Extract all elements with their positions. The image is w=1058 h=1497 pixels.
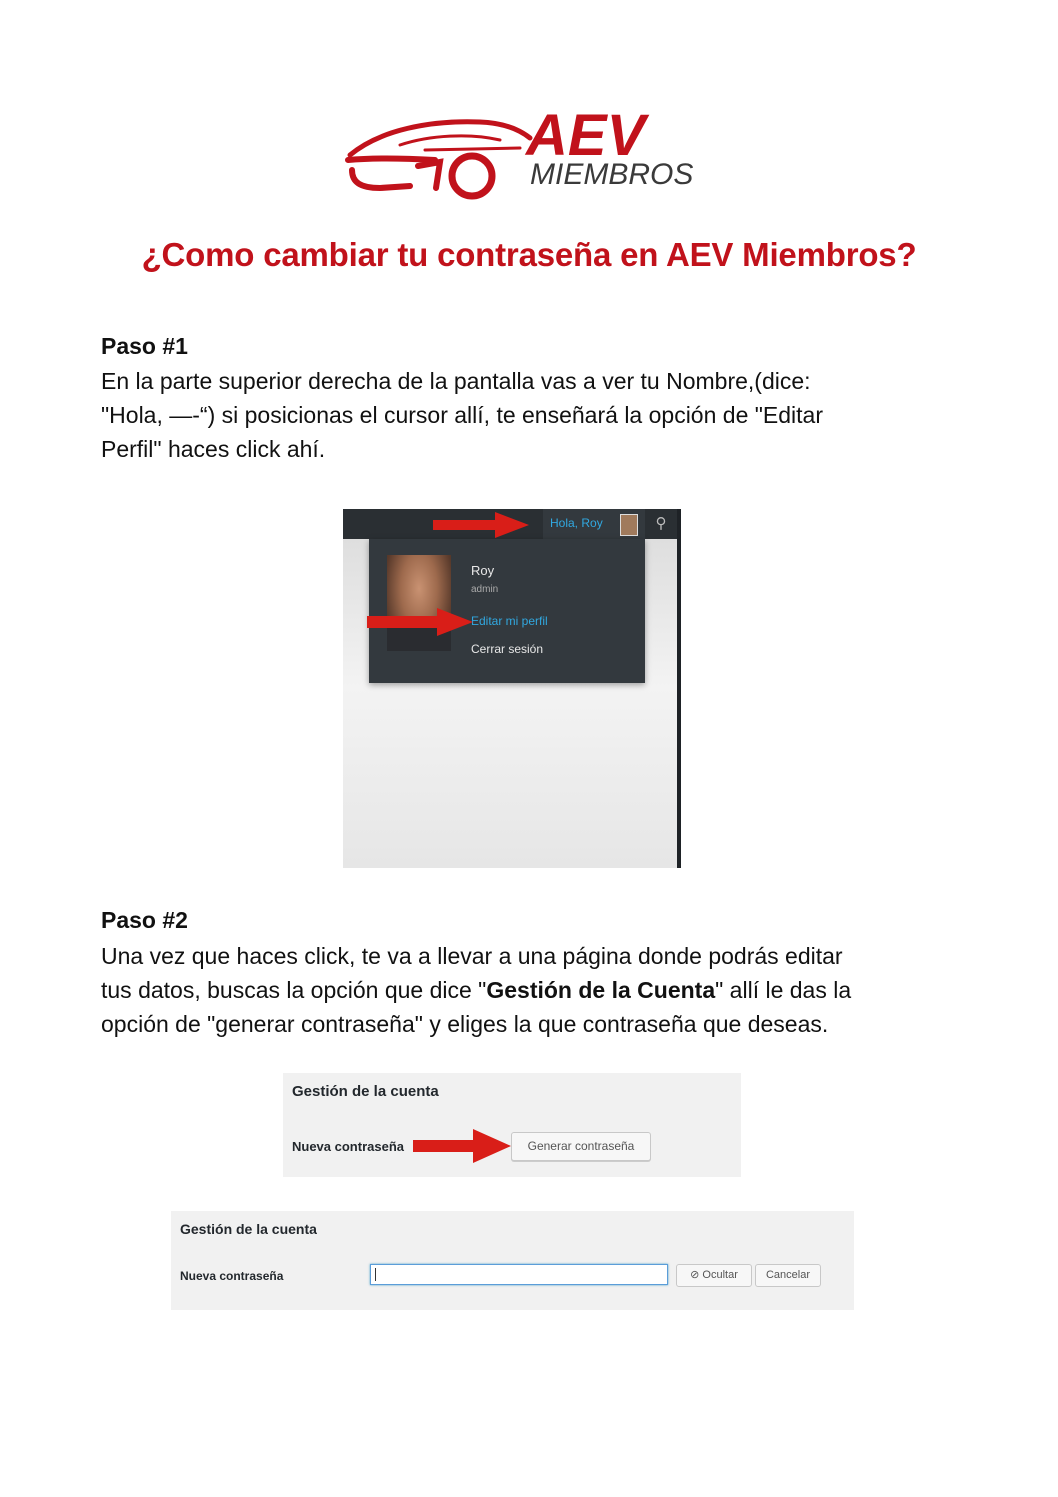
- step-1-heading: Paso #1: [101, 333, 188, 359]
- red-arrow-icon: [413, 1129, 513, 1163]
- edit-profile-link[interactable]: Editar mi perfil: [471, 614, 548, 628]
- step-2-line: Una vez que haces click, te va a llevar a una página donde podrás editar: [101, 943, 843, 969]
- logout-link[interactable]: Cerrar sesión: [471, 642, 544, 656]
- section-heading: Gestión de la cuenta: [180, 1221, 317, 1237]
- logo-text-miembros: MIEMBROS: [530, 158, 694, 191]
- new-password-label: Nueva contraseña: [292, 1139, 404, 1154]
- car-front-line: [352, 170, 410, 188]
- logo-text-aev: AEV: [526, 103, 646, 168]
- search-icon[interactable]: ⚲: [655, 515, 667, 532]
- step-2-line: [101, 973, 961, 1007]
- step-2-text-post: " allí le das la: [715, 977, 852, 1003]
- car-body-line: [348, 159, 435, 161]
- car-speed-line: [425, 148, 520, 150]
- step-2-heading: Paso #2: [101, 907, 188, 933]
- eye-slash-icon: ⊘: [690, 1269, 700, 1281]
- red-arrow-icon: [433, 512, 533, 538]
- new-password-input[interactable]: [370, 1264, 668, 1285]
- generate-password-button[interactable]: Generar contraseña: [511, 1132, 651, 1161]
- hide-password-button[interactable]: [676, 1264, 752, 1287]
- car-wheel: [452, 156, 492, 196]
- screenshot-account-management: [283, 1073, 741, 1177]
- car-window-line: [400, 136, 500, 145]
- avatar: [387, 555, 451, 651]
- hide-label: Ocultar: [702, 1269, 738, 1281]
- step-1-line: En la parte superior derecha de la pantalla vas a ver tu Nombre,(dice:: [101, 368, 811, 394]
- text-caret: [375, 1268, 376, 1281]
- cancel-button[interactable]: Cancelar: [755, 1264, 821, 1287]
- step-1-line: "Hola, —-“) si posicionas el cursor allí, te enseñará la opción de "Editar: [101, 402, 823, 428]
- step-2-text-pre: tus datos, buscas la opción que dice ": [101, 977, 487, 1003]
- user-role: admin: [471, 584, 499, 595]
- red-arrow-icon: [367, 608, 475, 636]
- step-2-line: opción de "generar contraseña" y eliges la que contraseña que deseas.: [101, 1011, 829, 1037]
- step-2-bold: Gestión de la Cuenta: [486, 977, 716, 1003]
- greeting-menu[interactable]: [543, 509, 645, 539]
- user-name: Roy: [471, 563, 495, 578]
- car-speed-line: [418, 162, 440, 188]
- page-title: ¿Como cambiar tu contraseña en AEV Miembros?: [141, 236, 917, 273]
- greeting-text: Hola, Roy: [550, 516, 603, 530]
- section-heading: Gestión de la cuenta: [292, 1083, 439, 1100]
- screenshot-admin-bar: [343, 509, 681, 868]
- step-2-text: [101, 939, 961, 1041]
- screenshot-password-field: [171, 1211, 854, 1310]
- aev-miembros-logo: [340, 100, 720, 200]
- new-password-label: Nueva contraseña: [180, 1269, 284, 1283]
- mini-avatar: [620, 514, 638, 536]
- step-1-line: Perfil" haces click ahí.: [101, 436, 326, 462]
- step-1-text: [101, 364, 961, 466]
- divider: [677, 509, 681, 868]
